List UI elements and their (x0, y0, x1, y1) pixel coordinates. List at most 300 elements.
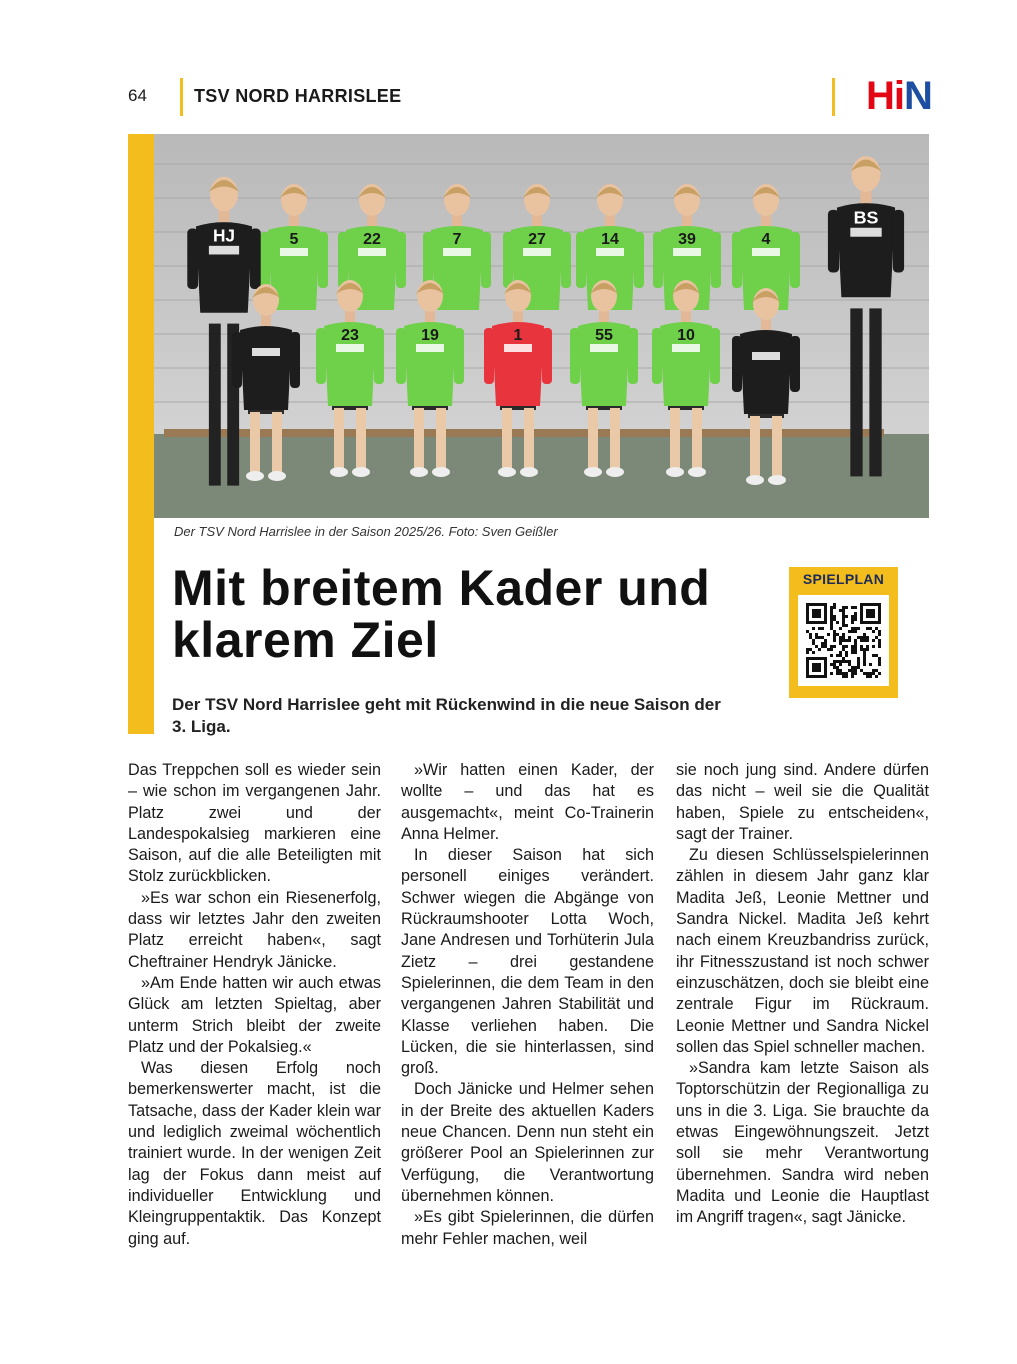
arm (576, 232, 586, 288)
arm (374, 328, 384, 384)
qr-module (830, 606, 833, 609)
legs (524, 408, 534, 468)
qr-module (851, 606, 854, 609)
qr-module (839, 636, 842, 639)
qr-module (839, 672, 842, 675)
paragraph: Zu diesen Schlüsselspielerinnen zählen in diesem Jahr ganz klar Madita Jeß, Leonie Mettner und Sandra Nickel. Madita Jeß kehrt nach einem Kreuzbandriss zurück, ihr Fitnesszustand ist noch schwer einzuschätzen, doch sie bleibt eine zentrale Figur im Rückraum. Leonie Mettner und Sandra Nickel sollen das Spiel schneller machen. (676, 846, 929, 1056)
qr-module (827, 648, 830, 651)
qr-module (839, 669, 842, 672)
qr-label: SPIELPLAN (802, 571, 885, 587)
qr-module (845, 675, 848, 678)
qr-module (842, 648, 845, 651)
jersey-number: 19 (421, 327, 439, 344)
qr-module (833, 603, 836, 606)
arm (484, 328, 494, 384)
arm (232, 332, 242, 388)
photo-caption: Der TSV Nord Harrislee in der Saison 2025/26. Foto: Sven Geißler (174, 524, 558, 539)
qr-module (833, 663, 836, 666)
qr-module (842, 615, 845, 618)
jersey-number: 7 (452, 231, 462, 248)
article-column-2 (401, 760, 654, 1250)
paragraph: »Am Ende hatten wir auch etwas Glück am letzten Spieltag, aber unterm Strich bleibt der zweite Platz und der Pokalsieg.« (128, 973, 381, 1056)
qr-module (875, 654, 878, 657)
qr-module (830, 621, 833, 624)
page-number: 64 (128, 86, 147, 105)
arm (290, 332, 300, 388)
qr-module (863, 636, 866, 639)
qr-module (842, 660, 845, 663)
shoe (520, 467, 538, 477)
arm (542, 328, 552, 384)
jersey-number: 4 (761, 231, 771, 248)
qr-module (839, 660, 842, 663)
qr-module (857, 666, 860, 669)
qr-module (839, 627, 842, 630)
qr-module (845, 654, 848, 657)
sponsor-patch (673, 248, 701, 256)
arm (570, 328, 580, 384)
qr-module (830, 663, 833, 666)
qr-module (854, 627, 857, 630)
article-column-3 (676, 760, 929, 1229)
qr-module (845, 651, 848, 654)
qr-module (866, 639, 869, 642)
arm (653, 232, 663, 288)
sponsor-patch (252, 348, 280, 356)
qr-module (878, 663, 881, 666)
qr-module (812, 663, 821, 672)
qr-module (851, 669, 854, 672)
qr-module (875, 636, 878, 639)
qr-module (851, 645, 854, 648)
qr-module (830, 612, 833, 615)
qr-module (809, 648, 812, 651)
legs (869, 308, 881, 476)
qr-module (842, 657, 845, 660)
arm (893, 210, 904, 273)
paragraph: »Es war schon ein Riesenerfolg, dass wir letztes Jahr den zweiten Platz erreicht haben«, sagt Cheftrainer Hendryk Jänicke. (128, 888, 381, 971)
qr-module (806, 648, 809, 651)
qr-module (842, 639, 845, 642)
article-lead: Der TSV Nord Harrislee geht mit Rückenwind in die neue Saison der 3. Liga. (172, 695, 721, 737)
qr-module (836, 666, 839, 669)
qr-module (854, 630, 857, 633)
qr-module (839, 609, 842, 612)
arm (561, 232, 571, 288)
qr-module (854, 648, 857, 651)
qr-module (818, 636, 821, 639)
paragraph: »Wir hatten einen Kader, der wollte – und das hat es ausgemacht«, meint Co-Trainerin Anna Helmer. (401, 761, 654, 843)
jersey-number: 39 (678, 231, 696, 248)
qr-module (878, 630, 881, 633)
qr-module (845, 615, 848, 618)
qr-code[interactable] (798, 595, 889, 686)
qr-module (857, 636, 860, 639)
sponsor-patch (504, 344, 532, 352)
qr-module (860, 636, 863, 639)
qr-module (836, 660, 839, 663)
qr-module (851, 621, 854, 624)
shoe (584, 467, 602, 477)
qr-module (821, 645, 824, 648)
qr-module (848, 639, 851, 642)
qr-module (830, 672, 833, 675)
qr-module (854, 651, 857, 654)
arm (710, 328, 720, 384)
qr-module (872, 630, 875, 633)
qr-module (845, 672, 848, 675)
qr-module (878, 639, 881, 642)
qr-module (830, 618, 833, 621)
shoe (606, 467, 624, 477)
qr-module (812, 651, 815, 654)
sponsor-patch (672, 344, 700, 352)
qr-module (809, 633, 812, 636)
qr-module (872, 654, 875, 657)
legs (436, 408, 446, 468)
qr-module (821, 636, 824, 639)
shoe (352, 467, 370, 477)
arm (652, 328, 662, 384)
arm (454, 328, 464, 384)
qr-module (851, 627, 854, 630)
qr-module (875, 627, 878, 630)
torso (740, 330, 792, 414)
qr-module (839, 663, 842, 666)
qr-module (869, 627, 872, 630)
paragraph: sie noch jung sind. Andere dürfen das nicht – weil sie die Qualität haben, Spiele zu entscheiden«, sagt der Trainer. (676, 761, 929, 843)
logo-part-n: N (904, 74, 932, 118)
qr-module (842, 624, 845, 627)
qr-module (815, 636, 818, 639)
qr-module (857, 627, 860, 630)
paragraph: »Es gibt Spielerinnen, die dürfen mehr Fehler machen, weil (401, 1208, 654, 1248)
sponsor-patch (850, 228, 881, 237)
qr-module (860, 669, 863, 672)
legs (502, 408, 512, 468)
qr-module (830, 627, 833, 630)
legs (250, 412, 260, 472)
sponsor-patch (280, 248, 308, 256)
qr-module (842, 609, 845, 612)
qr-module (863, 672, 866, 675)
qr-module (854, 666, 857, 669)
arm (790, 336, 800, 392)
legs (850, 308, 862, 476)
qr-module (806, 630, 809, 633)
sponsor-patch (443, 248, 471, 256)
legs (356, 408, 366, 468)
shoe (246, 471, 264, 481)
qr-module (812, 627, 815, 630)
jersey-number: 14 (601, 231, 619, 248)
arm (250, 229, 261, 289)
qr-module (851, 651, 854, 654)
qr-module (830, 645, 833, 648)
qr-module (872, 669, 875, 672)
qr-module (872, 672, 875, 675)
shoe (768, 475, 786, 485)
qr-module (839, 639, 842, 642)
qr-module (878, 672, 881, 675)
qr-module (863, 654, 866, 657)
qr-module (830, 615, 833, 618)
legs (272, 412, 282, 472)
arm (260, 232, 270, 288)
accent-bar (128, 134, 154, 734)
qr-module (854, 639, 857, 642)
arm (316, 328, 326, 384)
qr-module (845, 606, 848, 609)
qr-module (833, 618, 836, 621)
qr-module (818, 648, 821, 651)
qr-module (860, 639, 863, 642)
qr-module (863, 660, 866, 663)
qr-module (833, 666, 836, 669)
arm (481, 232, 491, 288)
qr-module (863, 633, 866, 636)
qr-module (842, 618, 845, 621)
qr-module (842, 645, 845, 648)
qr-module (812, 642, 815, 645)
qr-module (857, 663, 860, 666)
qr-module (842, 672, 845, 675)
qr-module (839, 654, 842, 657)
jersey-number: BS (853, 207, 879, 228)
qr-module (851, 648, 854, 651)
qr-module (809, 636, 812, 639)
paragraph: Das Treppchen soll es wieder sein – wie schon im vergangenen Jahr. Platz zwei und der Landespokalsieg markieren eine Saison, auf die alle Beteiligten mit Stolz zurückblicken. (128, 761, 381, 886)
legs (692, 408, 702, 468)
sponsor-patch (336, 344, 364, 352)
qr-module (878, 633, 881, 636)
qr-module (824, 639, 827, 642)
qr-module (851, 672, 854, 675)
qr-module (833, 636, 836, 639)
qr-module (842, 636, 845, 639)
qr-module (869, 672, 872, 675)
sponsor-patch (358, 248, 386, 256)
team-photo-illustration (154, 134, 929, 518)
qr-module (821, 627, 824, 630)
qr-module (815, 633, 818, 636)
qr-module (836, 672, 839, 675)
arm (628, 328, 638, 384)
qr-module (854, 606, 857, 609)
jersey-number: 10 (677, 327, 695, 344)
arm (503, 232, 513, 288)
team-photo (154, 134, 929, 518)
arm (423, 232, 433, 288)
qr-module (860, 645, 863, 648)
torso (240, 326, 292, 410)
arm (711, 232, 721, 288)
qr-module (821, 642, 824, 645)
qr-module (869, 675, 872, 678)
shoe (746, 475, 764, 485)
qr-module (851, 666, 854, 669)
qr-module (875, 675, 878, 678)
shoe (432, 467, 450, 477)
qr-module (857, 660, 860, 663)
qr-module (866, 645, 869, 648)
jersey-number: 5 (289, 231, 299, 248)
qr-module (851, 615, 854, 618)
qr-module (854, 612, 857, 615)
qr-module (860, 648, 863, 651)
arm (396, 232, 406, 288)
qr-module (818, 627, 821, 630)
qr-module (824, 645, 827, 648)
arm (187, 229, 198, 289)
qr-module (848, 663, 851, 666)
qr-module (836, 654, 839, 657)
qr-module (833, 645, 836, 648)
qr-module (833, 639, 836, 642)
legs (610, 408, 620, 468)
qr-module (851, 618, 854, 621)
qr-module (866, 648, 869, 651)
sponsor-patch (523, 248, 551, 256)
section-title: TSV NORD HARRISLEE (194, 86, 402, 106)
sponsor-patch (596, 248, 624, 256)
jersey-number: 23 (341, 327, 359, 344)
qr-module (866, 609, 875, 618)
arm (732, 232, 742, 288)
qr-module (872, 645, 875, 648)
qr-module (854, 672, 857, 675)
qr-module (863, 648, 866, 651)
header-divider-right (832, 78, 835, 116)
qr-module (833, 630, 836, 633)
arm (338, 232, 348, 288)
qr-module (863, 663, 866, 666)
qr-module (836, 621, 839, 624)
legs (772, 416, 782, 476)
shoe (498, 467, 516, 477)
arm (828, 210, 839, 273)
qr-module (830, 609, 833, 612)
qr-module (848, 669, 851, 672)
qr-module (827, 633, 830, 636)
jersey-number: HJ (212, 225, 236, 246)
sponsor-patch (590, 344, 618, 352)
qr-module (875, 669, 878, 672)
sponsor-patch (416, 344, 444, 352)
qr-module (869, 663, 872, 666)
qr-module (833, 633, 836, 636)
sponsor-patch (752, 248, 780, 256)
qr-module (848, 630, 851, 633)
qr-module (842, 612, 845, 615)
legs (209, 324, 221, 486)
logo-part-hi: Hi (866, 74, 904, 118)
article-column-1 (128, 760, 381, 1250)
shoe (410, 467, 428, 477)
arm (318, 232, 328, 288)
jersey-number: 1 (513, 327, 523, 344)
jersey-number: 55 (595, 327, 613, 344)
qr-module (878, 657, 881, 660)
legs (750, 416, 760, 476)
arm (732, 336, 742, 392)
qr-module (857, 657, 860, 660)
legs (414, 408, 424, 468)
qr-module (842, 633, 845, 636)
qr-module (830, 654, 833, 657)
sponsor-patch (752, 352, 780, 360)
shoe (268, 471, 286, 481)
qr-module (842, 675, 845, 678)
qr-module (836, 669, 839, 672)
sponsor-patch (209, 246, 239, 255)
qr-module (863, 651, 866, 654)
qr-module (848, 660, 851, 663)
shoe (666, 467, 684, 477)
qr-module (806, 651, 809, 654)
paragraph: Doch Jänicke und Helmer sehen in der Breite des aktuellen Kaders neue Chancen. Denn nun steht ein größerer Pool an Spielerinnen zur Verfügung, die Verantwortung übernehmen können. (401, 1080, 654, 1205)
qr-module (839, 642, 842, 645)
arm (396, 328, 406, 384)
qr-module (851, 675, 854, 678)
qr-module (845, 660, 848, 663)
qr-module (815, 645, 818, 648)
qr-module (866, 675, 869, 678)
shoe (688, 467, 706, 477)
qr-module (833, 606, 836, 609)
qr-module (845, 639, 848, 642)
qr-module (854, 645, 857, 648)
qr-module (848, 636, 851, 639)
qr-module (836, 633, 839, 636)
qr-module (854, 642, 857, 645)
paragraph: In dieser Saison hat sich personell einiges verändert. Schwer wiegen die Abgänge von Rückraumshooter Lotta Woch, Jane Andresen und Torhüterin Jula Zietz – drei gestandene Spielerinnen, die dem Team in den vergangenen Jahren Stabilität und Klasse verliehen haben. Die Lücken, die sie hinterlassen, sind groß. (401, 846, 654, 1078)
qr-module (878, 645, 881, 648)
qr-module (872, 639, 875, 642)
qr-module (863, 639, 866, 642)
qr-module (833, 615, 836, 618)
header-divider-left (180, 78, 183, 116)
legs (670, 408, 680, 468)
qr-module (863, 657, 866, 660)
qr-module (851, 630, 854, 633)
arm (634, 232, 644, 288)
qr-module (866, 627, 869, 630)
shoe (330, 467, 348, 477)
qr-module (830, 648, 833, 651)
qr-module (839, 651, 842, 654)
qr-module (824, 642, 827, 645)
qr-module (842, 606, 845, 609)
paragraph: Was diesen Erfolg noch bemerkenswerter macht, ist die Tatsache, dass der Kader klein war und lediglich zweimal wöchentlich trainiert wurde. In der wenigen Zeit lag der Fokus dann meist auf individueller Entwicklung und Kleingruppentaktik. Das Konzept ging auf. (128, 1059, 381, 1248)
legs (334, 408, 344, 468)
qr-module (812, 639, 815, 642)
qr-module (845, 645, 848, 648)
qr-module (866, 672, 869, 675)
paragraph: »Sandra kam letzte Saison als Toptorschützin der Regionalliga zu uns in die 3. Liga. Sie brauchte da etwas Eingewöhnungszeit. Jetzt soll sie mehr Verantwortung übernehmen. Sandra wird neben Madita und Leonie die Hauptlast im Angriff tragen«, sagt Jänicke. (676, 1059, 929, 1227)
qr-module (812, 609, 821, 618)
jersey-number: 27 (528, 231, 546, 248)
magazine-logo (866, 76, 932, 116)
legs (588, 408, 598, 468)
qr-module (830, 624, 833, 627)
qr-module (854, 618, 857, 621)
arm (790, 232, 800, 288)
jersey-number: 22 (363, 231, 381, 248)
qr-module (866, 636, 869, 639)
article-headline: Mit breitem Kader und klarem Ziel (172, 560, 711, 668)
schedule-qr-box[interactable] (789, 567, 898, 698)
